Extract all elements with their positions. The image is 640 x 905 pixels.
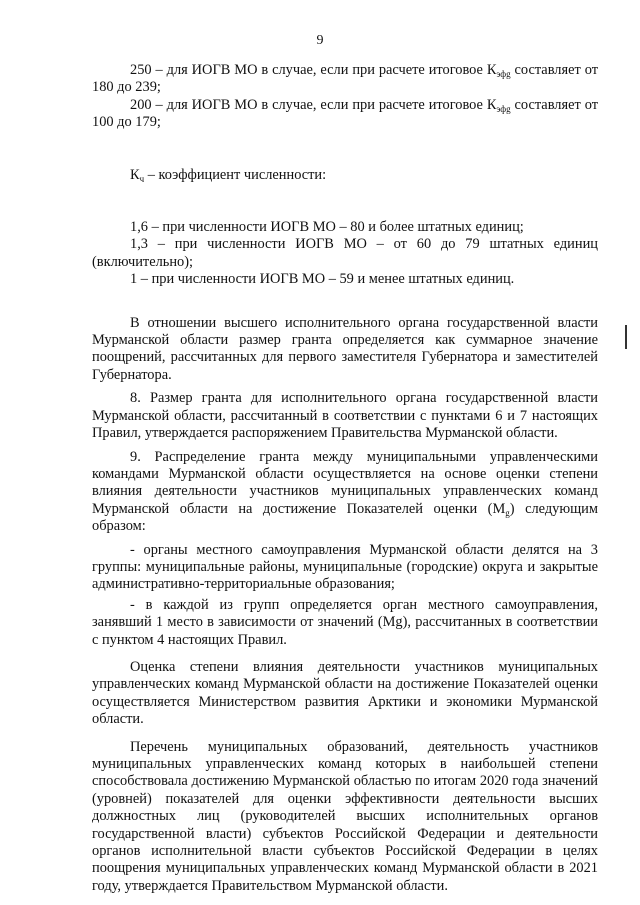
bullet-groups: - органы местного самоуправления Мурманской области делятся на 3 группы: муниципальные районы, муниципальные (городские) округа и закрытые административно-территориальные образования;	[92, 541, 598, 593]
coefficient-200-line	[92, 97, 598, 132]
paragraph-9	[92, 449, 598, 536]
paragraph-8: 8. Размер гранта для исполнительного органа государственной власти Мурманской области, рассчитанный в соответствии с пунктами 6 и 7 настоящих Правил, утверждается распоряжением Правительства Мурманской области.	[92, 390, 598, 442]
headcount-coefficient-heading	[92, 167, 598, 184]
headcount-1-line: 1 – при численности ИОГВ МО – 59 и менее штатных единиц.	[130, 271, 515, 288]
bullet-first-place: - в каждой из групп определяется орган местного самоуправления, занявший 1 место в зависимости от значений (Mg), рассчитанных в соответствии с пунктом 4 настоящих Правил.	[92, 596, 598, 648]
headcount-1-3-line: 1,3 – при численности ИОГВ МО – от 60 до 79 штатных единиц (включительно);	[92, 236, 598, 270]
page-number: 9	[316, 33, 324, 48]
coefficient-200-subscript: эфg	[496, 103, 511, 114]
coefficient-250-range: составляет от 180 до 239;	[92, 62, 598, 96]
coefficient-250-text: 250 – для ИОГВ МО в случае, если при расчете итоговое К	[130, 62, 497, 78]
paragraph-highest-body: В отношении высшего исполнительного органа государственной власти Мурманской области размер гранта определяется как суммарное значение поощрений, рассчитанных для первого заместителя Губернатора и заместителей Губернатора.	[92, 314, 598, 383]
margin-mark	[625, 325, 627, 349]
kch-subscript: ч	[139, 173, 145, 184]
coefficient-250-line	[92, 62, 598, 97]
paragraph-assessment: Оценка степени влияния деятельности участников муниципальных управленческих команд Мурманской области на достижение Показателей оценки осуществляется Министерством развития Арктики и экономики Мурманской области.	[92, 658, 598, 728]
coefficient-200-range: составляет от 100 до 179;	[92, 96, 598, 131]
kch-description: – коэффициент численности:	[144, 166, 327, 183]
headcount-1-6-line: 1,6 – при численности ИОГВ МО – 80 и более штатных единиц;	[130, 219, 524, 236]
paragraph-9-subscript: g	[505, 507, 510, 518]
paragraph-9-text: 9. Распределение гранта между муниципальными управленческими командами Мурманской области осуществляется на основе оценки степени влияния деятельности участников муниципальных управленческих команд Мурманской области на достижение Показателей оценки (М	[92, 448, 598, 517]
document-body	[92, 62, 598, 895]
kch-symbol: К	[130, 166, 140, 183]
coefficient-250-subscript: эфg	[496, 69, 511, 79]
coefficient-200-text: 200 – для ИОГВ МО в случае, если при расчете итоговое К	[130, 96, 497, 113]
paragraph-9-text-end: ) следующим образом:	[92, 500, 598, 535]
paragraph-list: Перечень муниципальных образований, деятельность участников муниципальных управленческих команд которых в наибольшей степени способствовала достижению Мурманской областью по итогам 2020 года значений (уровней) показателей для оценки эффективности деятельности высших должностных лиц (руководителей высших исполнительных органов государственной власти) субъектов Российской Федерации и деятельности органов исполнительной власти субъектов Российской Федерации в целях поощрения муниципальных управленческих команд Мурманской области в 2021 году, утверждается Правительством Мурманской области.	[92, 738, 598, 894]
